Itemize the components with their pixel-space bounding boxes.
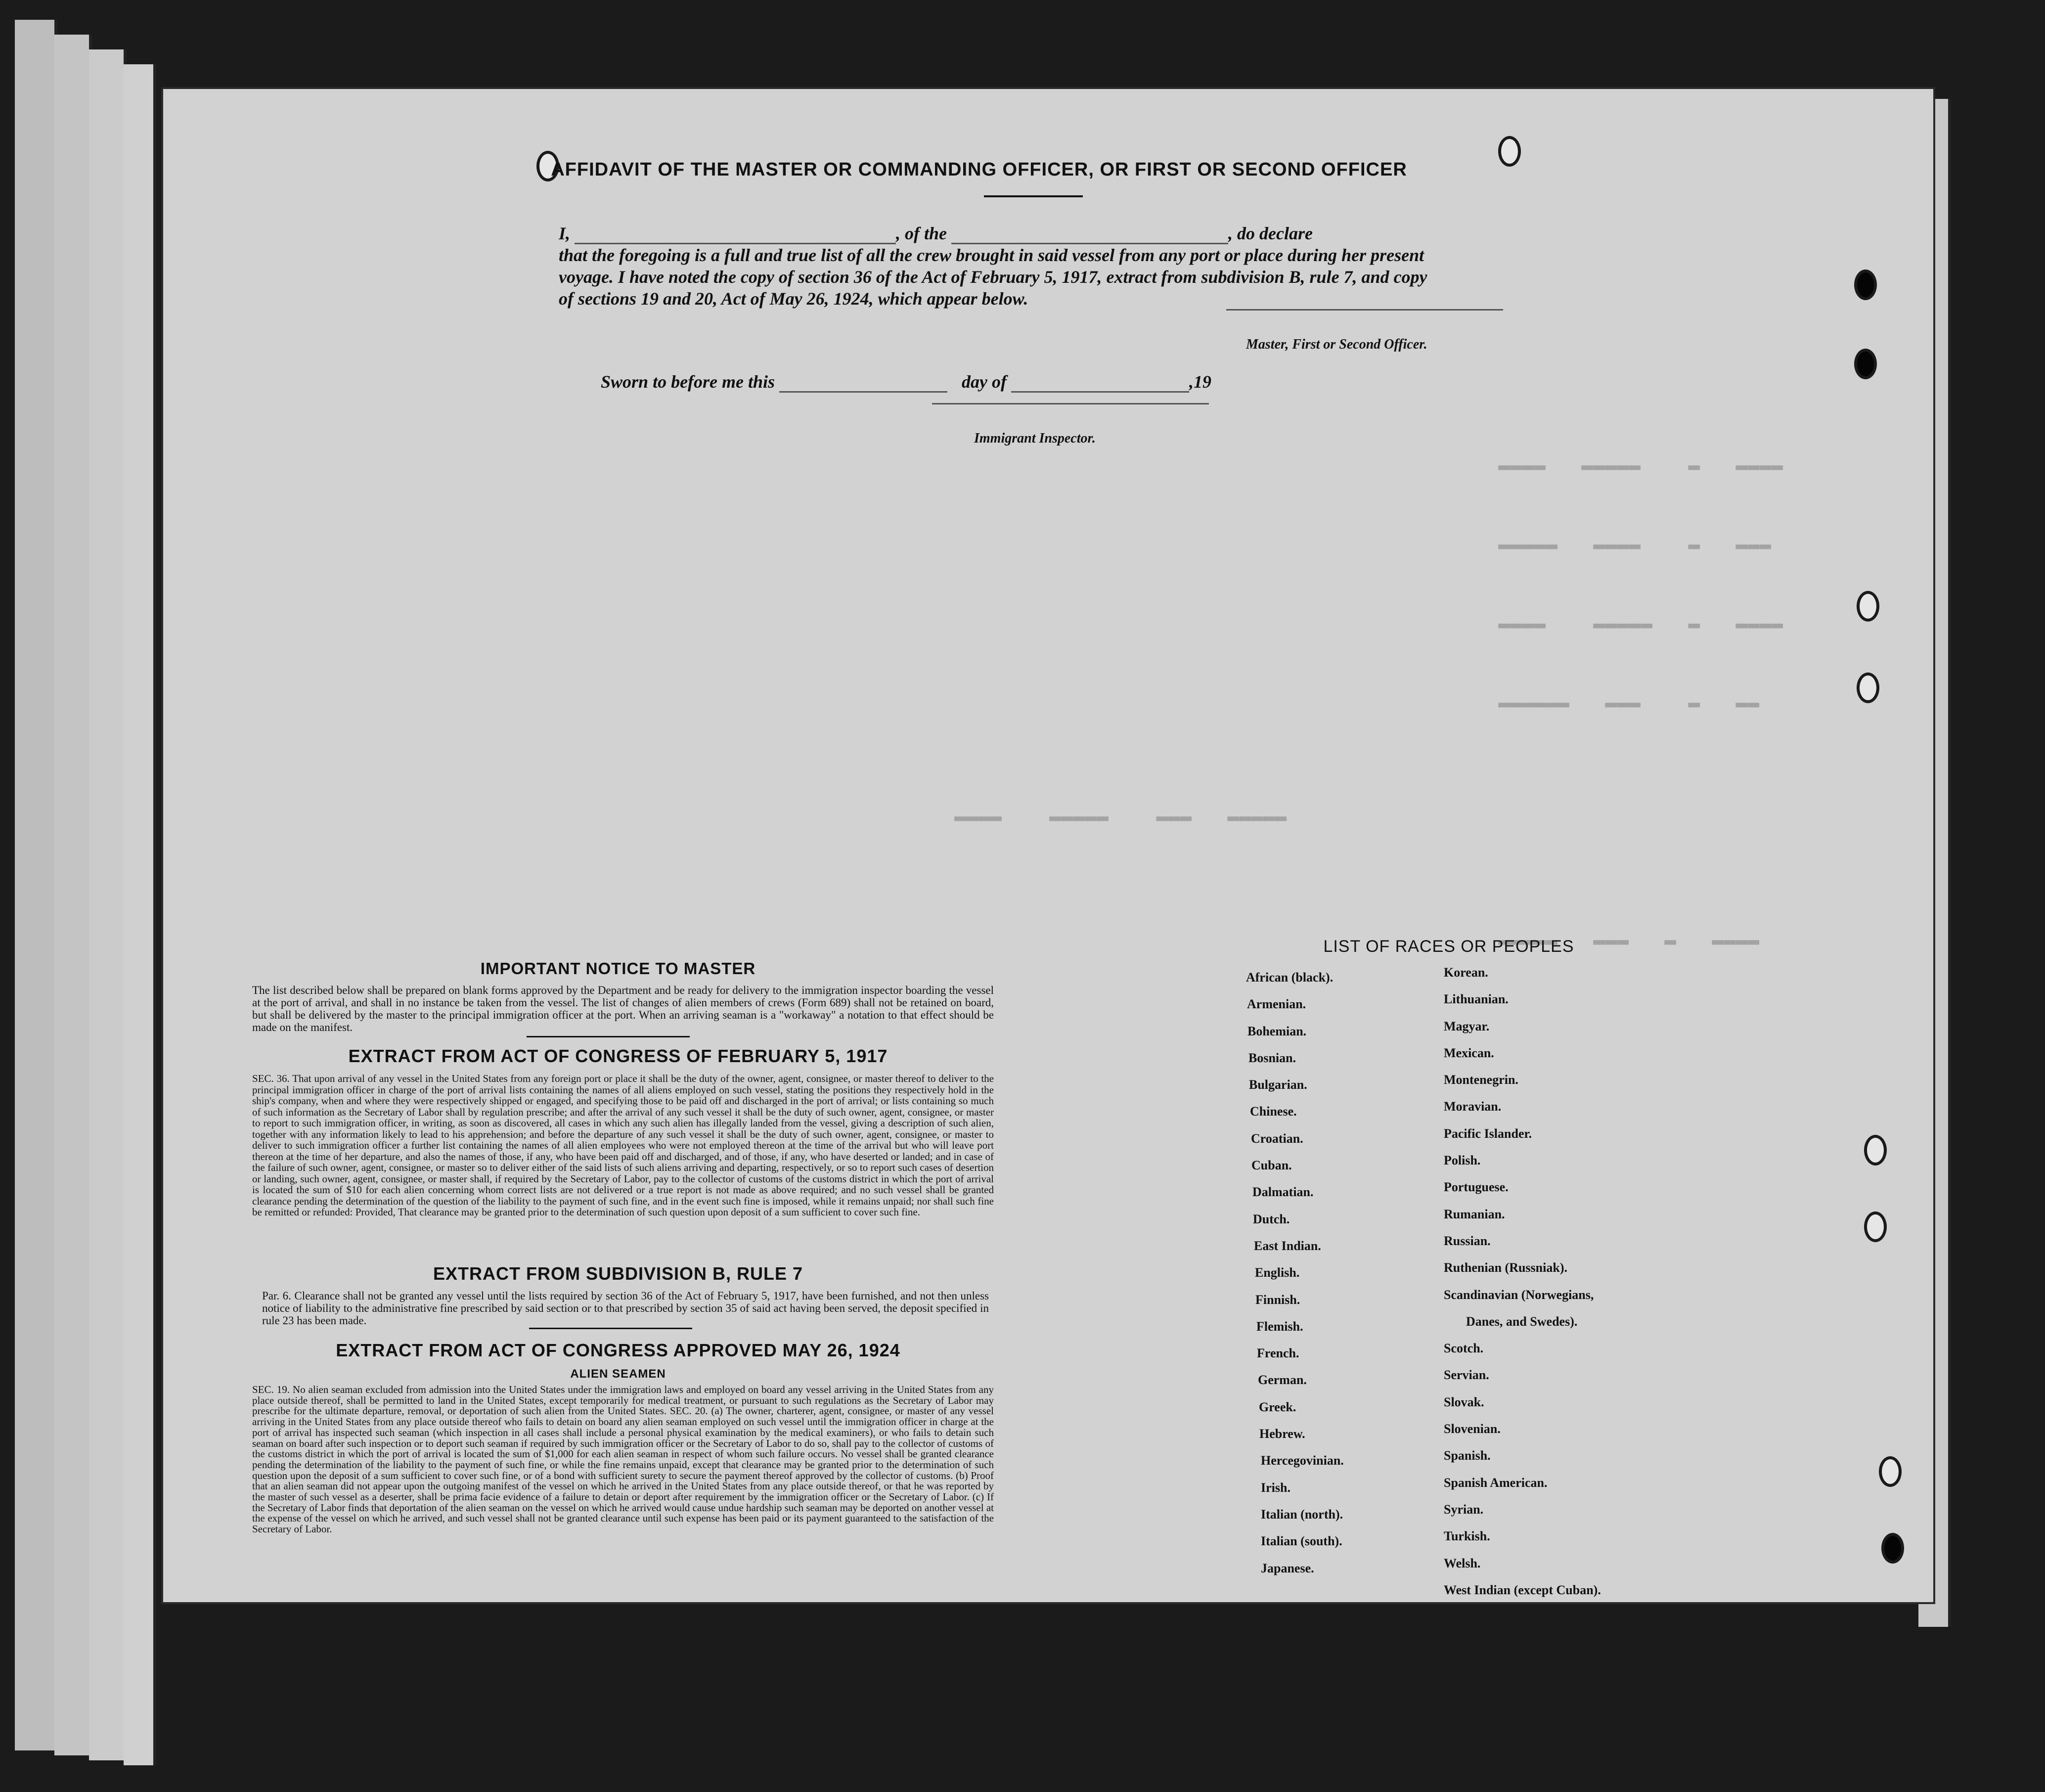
declaration-line-4: of sections 19 and 20, Act of May 26, 1924, which appear below.: [559, 289, 1028, 309]
race-item: Cuban.: [1251, 1158, 1292, 1173]
race-item: Bohemian.: [1247, 1024, 1307, 1038]
binder-hole: [1864, 1135, 1887, 1165]
inspector-signature-label: Immigrant Inspector.: [974, 431, 1096, 446]
race-item: Danes, and Swedes).: [1466, 1314, 1578, 1329]
declare-of: , of the: [896, 224, 947, 243]
race-item: Syrian.: [1444, 1502, 1484, 1517]
page-stack-edge: [124, 64, 156, 1765]
rule7-rule: [529, 1328, 692, 1329]
declaration-line-1: [559, 223, 1696, 244]
sworn-day-field[interactable]: [779, 391, 947, 393]
race-item: Korean.: [1444, 965, 1488, 980]
race-item: English.: [1255, 1265, 1300, 1280]
bleed-through-text: ▬▬▬▬▬ ▬▬▬▬ ▬ ▬▬▬: [1498, 534, 1772, 556]
race-item: Turkish.: [1444, 1529, 1490, 1544]
extract-1917-text: SEC. 36. That upon arrival of any vessel in the United States from any foreign port or place it shall be the duty of the owner, agent, consignee, or master thereof to deliver to the principal immigration officer in charge of the port of arrival lists containing the names of all aliens employed on such vessel, stating the positions they respectively hold in the ship's company, when and where they were respectively shipped or engaged, and specifying those to be paid off and discharged in the port of arrival; or lists containing so much of such information as the Secretary of Labor shall by regulation prescribe; and after the arrival of any such vessel it shall be the duty of such owner, agent, consignee, or master to report to such immigration officer, in writing, as soon as discovered, all cases in which any such alien has illegally landed from the vessel, giving a description of such alien, together with any information likely to lead to his apprehension; and before the departure of any such vessel it shall be the duty of such owner, agent, consignee, or master to deliver to such immigration officer a further list containing the names of all alien employees who were not employed thereon at the time of the arrival but who will leave port thereon at the time of her departure, and also the names of those, if any, who have been paid off and discharged, and of those, if any, who have deserted or landed; and in case of the failure of such owner, agent, consignee, or master so to deliver either of the said lists of such aliens arriving and departing, respectively, or so to report such cases of desertion or landing, such owner, agent, consignee, or master shall, if required by the Secretary of Labor, pay to the collector of customs of the customs district in which the port of arrival is located the sum of $10 for each alien concerning whom correct lists are not delivered or a true report is not made as above required; and no such vessel shall be granted clearance pending the determination of the question of the liability to the payment of such fine, and in the event such fine is imposed, while it remains unpaid; nor shall such fine be remitted or refunded: Provided, That clearance may be granted prior to the determination of such question upon deposit of a sum sufficient to cover such fine.: [252, 1073, 994, 1218]
binder-hole: [1879, 1456, 1902, 1487]
affidavit-title-rule: [984, 195, 1083, 197]
race-item: Dutch.: [1253, 1211, 1290, 1226]
race-item: Bulgarian.: [1249, 1077, 1307, 1092]
day-of-label: day of: [962, 372, 1007, 392]
race-item: Armenian.: [1247, 997, 1306, 1012]
races-title: LIST OF RACES OR PEOPLES: [1323, 937, 1574, 956]
bleed-through-text: ▬▬▬▬▬ ▬▬▬ ▬ ▬▬▬▬: [1498, 930, 1760, 952]
race-item: Chinese.: [1250, 1104, 1297, 1119]
binder-hole: [1864, 1211, 1887, 1242]
race-item: Flemish.: [1256, 1319, 1303, 1334]
race-item: Slovenian.: [1444, 1422, 1501, 1436]
race-item: Ruthenian (Russniak).: [1444, 1260, 1567, 1275]
extract-1924-subtitle: ALIEN SEAMEN: [570, 1367, 666, 1381]
declaration-line-2: that the foregoing is a full and true list of all the crew brought in said vessel from any port or place during her present: [559, 245, 1424, 265]
race-item: Scandinavian (Norwegians,: [1444, 1287, 1594, 1302]
rule7-text: Par. 6. Clearance shall not be granted any vessel until the lists required by section 36 of the Act of February 5, 1917, have been furnished, and not then unless notice of liability to the administrative fine prescribed by said section or to that prescribed by section 35 of said act having been served, the deposit specified in rule 23 has been made.: [262, 1290, 989, 1327]
race-item: West Indian (except Cuban).: [1444, 1582, 1601, 1597]
race-item: German.: [1258, 1373, 1307, 1388]
race-item: Dalmatian.: [1252, 1185, 1314, 1200]
affidavit-title: AFFIDAVIT OF THE MASTER OR COMMANDING OFFICER, OR FIRST OR SECOND OFFICER: [551, 159, 1407, 180]
race-item: Montenegrin.: [1444, 1073, 1518, 1087]
race-item: Scotch.: [1444, 1341, 1484, 1356]
bleed-through-text: ▬▬▬▬ ▬▬▬▬▬ ▬ ▬▬▬▬: [1498, 613, 1783, 635]
binder-hole: [1854, 269, 1877, 300]
declare-i: I,: [559, 224, 571, 243]
bleed-through-text: ▬▬▬▬▬▬ ▬▬▬ ▬ ▬▬: [1498, 692, 1760, 715]
bleed-through-text: ▬▬▬▬ ▬▬▬▬▬ ▬▬▬ ▬▬▬▬▬: [954, 806, 1287, 828]
declaration-line-3: voyage. I have noted the copy of section 36 of the Act of February 5, 1917, extract from subdivision B, rule 7, and copy: [559, 267, 1427, 287]
notice-text: The list described below shall be prepared on blank forms approved by the Department and be ready for delivery to the immigration inspector boarding the vessel at the port of arrival, and shall in no instance be taken from the vessel. The list of changes of alien members of crews (Form 689) shall not be retained on board, but shall be delivered by the master to the principal immigration officer at the port. When an arriving seaman is a "workaway" a notation to that effect should be made on the manifest.: [252, 984, 994, 1033]
race-item: East Indian.: [1254, 1238, 1321, 1253]
race-item: Moravian.: [1444, 1099, 1502, 1114]
page-stack-edge: [54, 35, 92, 1755]
race-item: Italian (south).: [1261, 1534, 1342, 1549]
extract-1924-text: SEC. 19. No alien seaman excluded from admission into the United States under the immigration laws and employed on board any vessel arriving in the United States from any place outside thereof, shall be permitted to land in the United States, except temporarily for medical treatment, or pursuant to such regulations as the Secretary of Labor may prescribe for the ultimate departure, removal, or deportation of such alien from the United States. SEC. 20. (a) The owner, charterer, agent, consignee, or master of any vessel arriving in the United States from any place outside thereof who fails to detain on board any alien seaman employed on such vessel until the immigration officer in charge at the port of arrival has inspected such seaman (which inspection in all cases shall include a personal physical examination by the medical examiners), or who fails to detain such seaman on board after such inspection or to deport such seaman if required by such immigration officer or the Secretary of Labor to do so, shall pay to the collector of customs of the customs district in which the port of arrival is located the sum of $1,000 for each alien seaman in respect of whom such failure occurs. No vessel shall be granted clearance pending the determination of the liability to the payment of such fine, or while the fine remains unpaid, except that clearance may be granted prior to the determination of such question upon the deposit of a sum sufficient to cover such fine, or of a bond with sufficient surety to secure the payment thereof approved by the collector of customs. (b) Proof that an alien seaman did not appear upon the outgoing manifest of the vessel on which he arrived in the United States from any place outside thereof, or that he was reported by the master of such vessel as a deserter, shall be prima facie evidence of a failure to detain or deport after requirement by the immigration officer or the Secretary of Labor. (c) If the Secretary of Labor finds that deportation of the alien seaman on the vessel on which he arrived would cause undue hardship such seaman may be deported on another vessel at the expense of the vessel on which he arrived, and such vessel shall not be granted clearance until such expense has been paid or its payment guaranteed to the satisfaction of the Secretary of Labor.: [252, 1384, 994, 1535]
document-page: [163, 89, 1933, 1602]
extract-1917-title: EXTRACT FROM ACT OF CONGRESS OF FEBRUARY 5, 1917: [348, 1046, 888, 1066]
race-item: Rumanian.: [1444, 1207, 1505, 1221]
race-item: African (black).: [1246, 970, 1334, 985]
bleed-through-text: ▬▬▬▬ ▬▬▬▬▬ ▬ ▬▬▬▬: [1498, 455, 1783, 477]
race-item: Spanish American.: [1444, 1475, 1548, 1490]
race-item: Lithuanian.: [1444, 992, 1509, 1007]
race-item: Italian (north).: [1261, 1507, 1343, 1522]
race-item: Greek.: [1259, 1399, 1296, 1414]
rule7-title: EXTRACT FROM SUBDIVISION B, RULE 7: [433, 1263, 803, 1284]
binder-hole: [1857, 672, 1879, 703]
declare-end: , do declare: [1228, 224, 1313, 243]
page-stack-edge: [89, 49, 127, 1760]
binder-hole: [1498, 136, 1521, 167]
year-label: ,19: [1189, 372, 1212, 392]
notice-title: IMPORTANT NOTICE TO MASTER: [480, 959, 756, 978]
binder-hole: [1881, 1533, 1904, 1564]
race-item: Bosnian.: [1248, 1050, 1296, 1065]
page-stack-edge: [15, 20, 57, 1750]
race-item: Mexican.: [1444, 1045, 1494, 1060]
inspector-signature-field[interactable]: [932, 403, 1209, 404]
binder-hole: [1854, 349, 1877, 379]
sworn-label: Sworn to before me this: [601, 372, 775, 392]
master-signature-field[interactable]: [1226, 309, 1503, 311]
race-item: Japanese.: [1261, 1561, 1314, 1575]
extract-1924-title: EXTRACT FROM ACT OF CONGRESS APPROVED MAY 26, 1924: [336, 1340, 900, 1360]
race-item: Pacific Islander.: [1444, 1126, 1532, 1141]
race-item: Slovak.: [1444, 1394, 1484, 1409]
master-signature-label: Master, First or Second Officer.: [1246, 337, 1427, 352]
notice-rule: [527, 1036, 690, 1037]
race-item: Croatian.: [1251, 1131, 1303, 1146]
race-item: Servian.: [1444, 1368, 1489, 1383]
race-item: Irish.: [1261, 1480, 1290, 1495]
race-item: French.: [1257, 1346, 1299, 1361]
race-item: Magyar.: [1444, 1019, 1490, 1033]
race-item: Finnish.: [1255, 1292, 1300, 1307]
race-item: Hercegovinian.: [1261, 1453, 1344, 1468]
races-column-1: [1246, 964, 1344, 1582]
sworn-line: [601, 371, 1491, 393]
races-column-2: [1444, 959, 1601, 1604]
binder-hole: [1857, 591, 1879, 622]
sworn-month-field[interactable]: [1011, 391, 1189, 393]
race-item: Portuguese.: [1444, 1180, 1509, 1195]
race-item: Russian.: [1444, 1233, 1491, 1248]
race-item: Spanish.: [1444, 1448, 1491, 1463]
race-item: Hebrew.: [1259, 1427, 1305, 1441]
race-item: Polish.: [1444, 1153, 1481, 1168]
race-item: Welsh.: [1444, 1556, 1481, 1570]
